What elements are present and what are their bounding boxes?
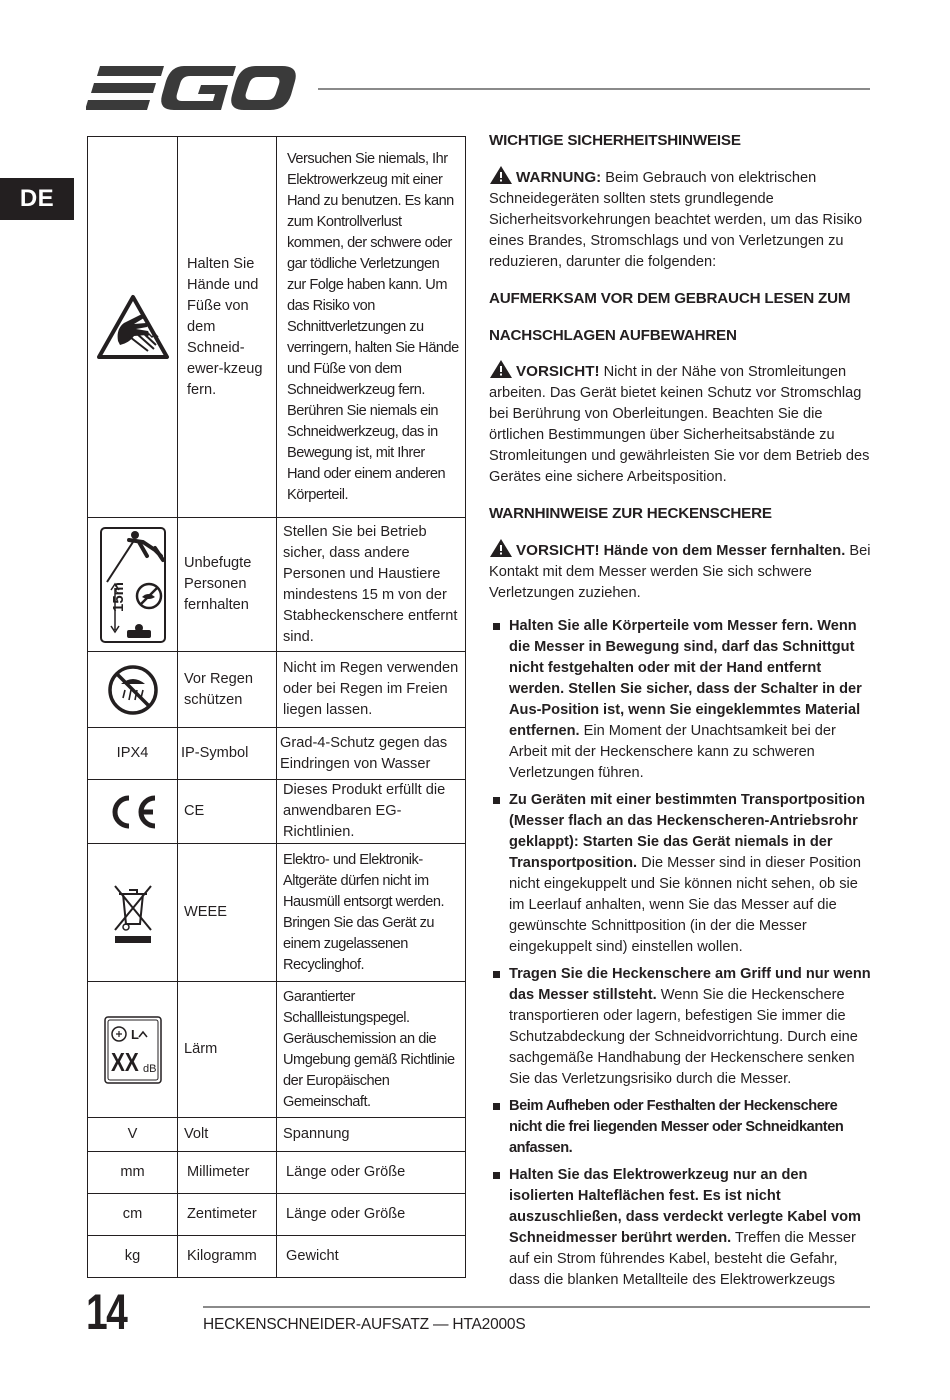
symbol-name: Unbefugte Personen fernhalten <box>178 518 277 652</box>
footer-title: HECKENSCHNEIDER-AUFSATZ — HTA2000S <box>203 1316 526 1333</box>
symbol-name: Kilogramm <box>178 1236 277 1278</box>
symbol-name: CE <box>178 780 277 844</box>
symbol-cell <box>88 844 178 982</box>
svg-text:dB: dB <box>142 1062 156 1075</box>
caution-bold-text: Hände von dem Messer fernhalten. <box>603 543 846 559</box>
symbol-description: Spannung <box>277 1118 466 1152</box>
list-item <box>489 1165 872 1291</box>
page-number: 14 <box>86 1284 127 1340</box>
symbol-description: Länge oder Größe <box>277 1152 466 1194</box>
symbol-text: cm <box>88 1194 178 1236</box>
safety-instructions <box>489 130 872 1291</box>
symbol-name: Vor Regen schützen <box>178 652 277 728</box>
symbol-name: Zentimeter <box>178 1194 277 1236</box>
caution-text: Bei Kontakt mit dem Messer werden Sie sich schwere Verletzungen zuziehen. <box>489 543 871 601</box>
language-tab: DE <box>0 178 74 220</box>
bystanders-15m-icon <box>99 526 167 644</box>
symbol-name: Halten Sie Hände und Füße von dem Schneid-ewer-kzeug fern. <box>178 137 277 518</box>
no-rain-icon <box>107 664 159 716</box>
caution-label: VORSICHT! <box>516 363 600 380</box>
symbol-description: Stellen Sie bei Betrieb sicher, dass andere Personen und Haustiere mindestens 15 m von der Stabheckenschere entfernt sind. <box>277 518 466 652</box>
symbol-name: IP-Symbol <box>178 728 277 780</box>
symbol-cell <box>88 982 178 1118</box>
bullet-text: Treffen die Messer auf ein Strom führendes Kabel, besteht die Gefahr, dass die blanken Metallteile des Elektrowerkzeugs <box>509 1230 856 1288</box>
caution-label: VORSICHT! <box>516 542 600 559</box>
table-row <box>88 518 466 652</box>
table-row <box>88 844 466 982</box>
symbol-description: Länge oder Größe <box>277 1194 466 1236</box>
list-item <box>489 790 872 958</box>
warning-label: WARNUNG: <box>516 169 602 186</box>
symbol-text: kg <box>88 1236 178 1278</box>
symbol-description: Gewicht <box>277 1236 466 1278</box>
table-row <box>88 780 466 844</box>
symbol-name: WEEE <box>178 844 277 982</box>
caution-paragraph <box>489 359 872 488</box>
list-item <box>489 1096 872 1159</box>
table-row <box>88 982 466 1118</box>
warning-triangle-icon <box>489 359 513 379</box>
symbol-description: Nicht im Regen verwenden oder bei Regen im Freien liegen lassen. <box>277 652 466 728</box>
table-row <box>88 1152 466 1194</box>
symbol-text: IPX4 <box>88 728 178 780</box>
noise-level-icon <box>103 1015 163 1085</box>
symbol-cell <box>88 780 178 844</box>
bullet-bold-text: Tragen Sie die Heckenschere am Griff und nur wenn das Messer stillsteht. <box>509 966 871 1003</box>
table-row <box>88 1194 466 1236</box>
symbol-cell <box>88 652 178 728</box>
list-item <box>489 616 872 784</box>
section-heading: AUFMERKSAM VOR DEM GEBRAUCH LESEN ZUM <box>489 290 851 307</box>
symbol-description: Versuchen Sie niemals, Ihr Elektrowerkzeug mit einer Hand zu benutzen. Es kann zum Kontrollverlust kommen, der schwere oder gar tödliche Verletzungen zur Folge haben kann. Um das Risiko von Schnittverletzungen zu verringern, halten Sie Hände und Füße von dem Schneidwerkzeug fern. Berühren Sie niemals ein Schneidwerkzeug, das in Bewegung ist, mit Ihrer Hand oder einem anderen Körperteil. <box>277 137 466 518</box>
symbol-name: Lärm <box>178 982 277 1118</box>
svg-text:15m: 15m <box>109 581 127 612</box>
symbol-text: mm <box>88 1152 178 1194</box>
svg-text:L: L <box>130 1026 139 1042</box>
symbol-cell <box>88 137 178 518</box>
table-row <box>88 652 466 728</box>
table-row <box>88 1118 466 1152</box>
table-row <box>88 137 466 518</box>
bullet-bold-text: Zu Geräten mit einer bestimmten Transportposition (Messer flach an das Heckenscheren-Antriebsrohr geklappt): Starten Sie das Gerät niemals in der Transportposition. <box>509 792 865 871</box>
symbol-description: Grad-4-Schutz gegen das Eindringen von Wasser <box>277 728 466 780</box>
table-row <box>88 1236 466 1278</box>
bullet-text: Die Messer sind in dieser Position nicht eingekuppelt und Sie können nicht sehen, ob sie im Leerlauf anhalten, wenn Sie das Messer auf die gewünschte Schnittposition (in der die Messer eingekuppelt sind) einstellen wollen. <box>509 855 861 955</box>
ego-logo <box>86 64 301 112</box>
warning-triangle-icon <box>489 165 513 185</box>
symbol-description: Garantierter Schallleistungspegel. Geräuschemission an die Umgebung gemäß Richtlinie der Europäischen Gemeinschaft. <box>277 982 466 1118</box>
section-heading: WICHTIGE SICHERHEITSHINWEISE <box>489 132 741 149</box>
bullet-bold-text: Halten Sie das Elektrowerkzeug nur an den isolierten Halteflächen fest. Es ist nicht auszuschließen, dass verdeckt verlegte Kabel vom Schneidmesser berührt werden. <box>509 1167 862 1246</box>
bullet-bold-text: Halten Sie alle Körperteile vom Messer fern. Wenn die Messer in Bewegung sind, darf das Schnittgut nicht festgehalten oder mit der Hand entfernt werden. Stellen Sie sicher, dass der Schalter in der Aus-Position ist, wenn Sie eingeklemmtes Material entfernen. <box>509 618 862 739</box>
weee-bin-icon <box>111 882 155 944</box>
warning-paragraph <box>489 165 872 273</box>
warning-text: Beim Gebrauch von elektrischen Schneidegeräten sollten stets grundlegende Sicherheitsvorkehrungen beachtet werden, um das Risiko eines Brandes, Stromschlags und von Verletzungen zu reduzieren, darunter die folgenden: <box>489 170 863 270</box>
list-item <box>489 964 872 1090</box>
caution-text: Nicht in der Nähe von Stromleitungen arbeiten. Das Gerät bietet keinen Schutz vor Stromschlag bei Berührung von Oberleitungen. Beachten Sie die örtlichen Bestimmungen über Sicherheitsabstände zu Stromleitungen und gewährleisten Sie vor dem Betrieb des Gerätes eine sichere Arbeitsposition. <box>489 364 870 485</box>
section-heading: NACHSCHLAGEN AUFBEWAHREN <box>489 327 737 344</box>
bullet-text: Wenn Sie die Heckenschere transportieren oder lagern, befestigen Sie immer die Schutzabdeckung der Schneidvorrichtung. Durch eine sachgemäße Handhabung der Heckenschere senken Sie das Verletzungsrisiko durch die Messer. <box>509 987 858 1087</box>
ce-mark-icon <box>107 794 159 830</box>
bullet-bold-text: Beim Aufheben oder Festhalten der Heckenschere nicht die frei liegenden Messer oder Schneidkanten anfassen. <box>509 1098 844 1156</box>
section-heading: WARNHINWEISE ZUR HECKENSCHERE <box>489 505 772 522</box>
hedge-trimmer-warnings-list <box>489 616 872 1291</box>
symbol-table <box>87 136 466 1278</box>
symbol-name: Millimeter <box>178 1152 277 1194</box>
symbol-description: Elektro- und Elektronik-Altgeräte dürfen nicht im Hausmüll entsorgt werden. Bringen Sie das Gerät zu einem zugelassenen Recyclinghof. <box>277 844 466 982</box>
warning-triangle-icon <box>489 538 513 558</box>
caution-paragraph <box>489 538 872 604</box>
symbol-name: Volt <box>178 1118 277 1152</box>
table-row <box>88 728 466 780</box>
hand-blade-warning-icon <box>96 293 170 361</box>
symbol-description: Dieses Produkt erfüllt die anwendbaren EG-Richtlinien. <box>277 780 466 844</box>
symbol-cell <box>88 518 178 652</box>
bullet-text: Ein Moment der Unachtsamkeit bei der Arbeit mit der Heckenschere kann zu schweren Verletzungen führen. <box>509 723 836 781</box>
symbol-text: V <box>88 1118 178 1152</box>
footer-rule <box>203 1306 870 1308</box>
svg-text:XX: XX <box>110 1047 139 1077</box>
header-rule <box>318 88 870 90</box>
